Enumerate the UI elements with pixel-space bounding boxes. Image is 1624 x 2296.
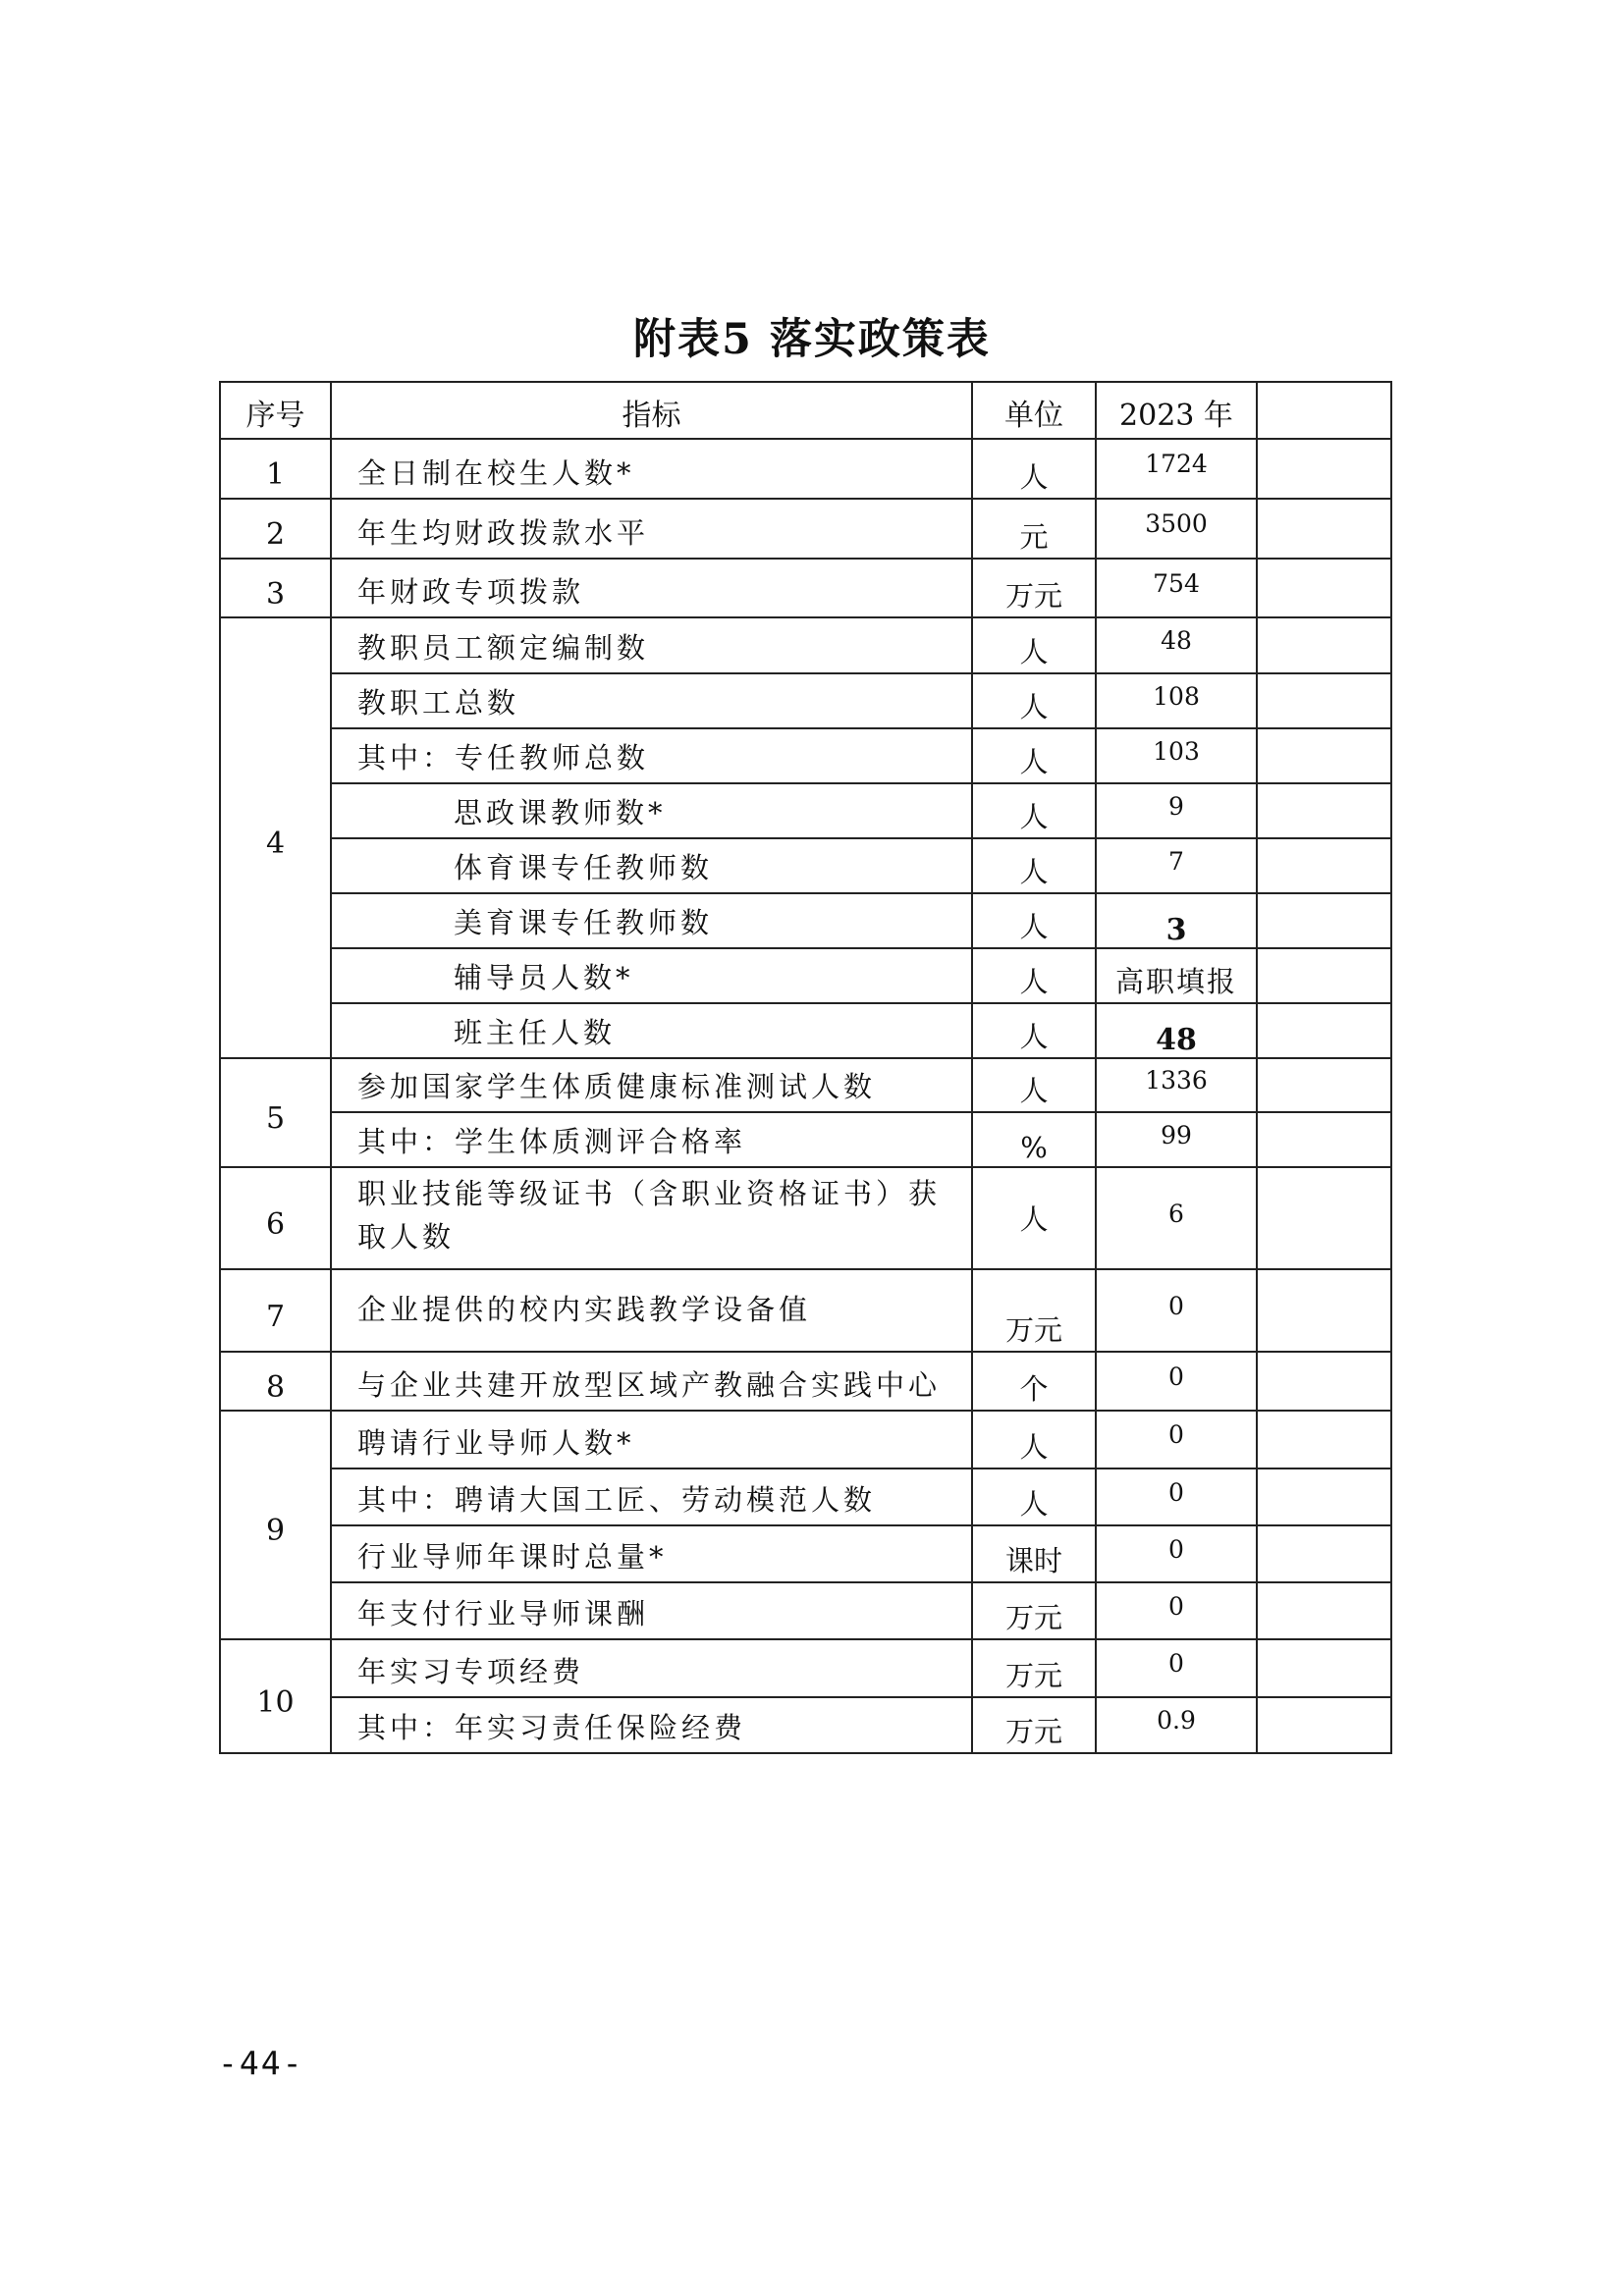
row-unit: 人	[972, 783, 1096, 838]
header-indicator: 指标	[331, 382, 972, 439]
row-value: 103	[1096, 728, 1257, 783]
row-indicator: 班主任人数	[331, 1003, 972, 1058]
row-indicator: 年支付行业导师课酬	[331, 1582, 972, 1639]
row-value: 754	[1096, 559, 1257, 617]
row-seq: 9	[220, 1411, 331, 1639]
table-row	[220, 783, 1391, 838]
row-extra	[1257, 948, 1391, 1003]
table-row	[220, 559, 1391, 617]
row-unit: 人	[972, 948, 1096, 1003]
table-row	[220, 728, 1391, 783]
row-value: 108	[1096, 673, 1257, 728]
table-row	[220, 838, 1391, 893]
row-extra	[1257, 1003, 1391, 1058]
row-unit: 人	[972, 673, 1096, 728]
row-indicator: 辅导员人数*	[331, 948, 972, 1003]
row-unit: 人	[972, 1058, 1096, 1112]
header-seq: 序号	[220, 382, 331, 439]
table-row	[220, 673, 1391, 728]
row-extra	[1257, 728, 1391, 783]
row-unit: 人	[972, 1003, 1096, 1058]
row-seq: 7	[220, 1269, 331, 1352]
table-row	[220, 1525, 1391, 1582]
row-indicator: 年实习专项经费	[331, 1639, 972, 1697]
row-unit: 人	[972, 1468, 1096, 1525]
row-indicator: 年生均财政拨款水平	[331, 499, 972, 559]
row-value: 0	[1096, 1411, 1257, 1468]
row-unit: 人	[972, 617, 1096, 673]
table-row	[220, 1003, 1391, 1058]
row-indicator: 教职工总数	[331, 673, 972, 728]
row-value: 0.9	[1096, 1697, 1257, 1753]
row-extra	[1257, 1058, 1391, 1112]
row-value: 0	[1096, 1269, 1257, 1352]
row-indicator: 聘请行业导师人数*	[331, 1411, 972, 1468]
table-row	[220, 617, 1391, 673]
row-indicator: 全日制在校生人数*	[331, 439, 972, 499]
row-value: 0	[1096, 1468, 1257, 1525]
row-value: 3500	[1096, 499, 1257, 559]
row-value: 1724	[1096, 439, 1257, 499]
row-value: 7	[1096, 838, 1257, 893]
row-unit: 人	[972, 893, 1096, 948]
row-extra	[1257, 499, 1391, 559]
row-extra	[1257, 838, 1391, 893]
row-indicator: 企业提供的校内实践教学设备值	[331, 1269, 972, 1352]
row-indicator: 与企业共建开放型区域产教融合实践中心	[331, 1352, 972, 1411]
row-value: 0	[1096, 1639, 1257, 1697]
table-row	[220, 1112, 1391, 1167]
row-extra	[1257, 673, 1391, 728]
row-unit: 万元	[972, 559, 1096, 617]
row-value: 0	[1096, 1352, 1257, 1411]
row-unit: 人	[972, 838, 1096, 893]
table-row	[220, 439, 1391, 499]
row-unit: 人	[972, 439, 1096, 499]
row-indicator: 其中：专任教师总数	[331, 728, 972, 783]
page-number: -44-	[218, 2044, 304, 2082]
table-row	[220, 1639, 1391, 1697]
table-row	[220, 1697, 1391, 1753]
policy-table	[219, 381, 1392, 1754]
row-seq: 6	[220, 1167, 331, 1269]
row-value: 9	[1096, 783, 1257, 838]
table-row	[220, 1468, 1391, 1525]
row-indicator: 行业导师年课时总量*	[331, 1525, 972, 1582]
page-title: 附表5 落实政策表	[633, 315, 991, 364]
header-year: 2023 年	[1096, 382, 1257, 439]
row-seq: 1	[220, 439, 331, 499]
row-extra	[1257, 439, 1391, 499]
table-row	[220, 1411, 1391, 1468]
table-row	[220, 1167, 1391, 1269]
row-unit: 个	[972, 1352, 1096, 1411]
row-seq: 3	[220, 559, 331, 617]
row-extra	[1257, 1411, 1391, 1468]
table-row	[220, 1582, 1391, 1639]
table-header-row	[220, 382, 1391, 439]
row-unit: 人	[972, 1411, 1096, 1468]
row-indicator: 其中：学生体质测评合格率	[331, 1112, 972, 1167]
row-value: 99	[1096, 1112, 1257, 1167]
row-unit: %	[972, 1112, 1096, 1167]
row-extra	[1257, 617, 1391, 673]
row-extra	[1257, 1269, 1391, 1352]
row-extra	[1257, 1352, 1391, 1411]
row-extra	[1257, 1639, 1391, 1697]
row-value: 48	[1096, 617, 1257, 673]
table-row	[220, 893, 1391, 948]
row-unit: 万元	[972, 1697, 1096, 1753]
row-unit: 人	[972, 728, 1096, 783]
table-row	[220, 948, 1391, 1003]
row-extra	[1257, 1525, 1391, 1582]
row-indicator: 年财政专项拨款	[331, 559, 972, 617]
table-row	[220, 1269, 1391, 1352]
row-seq: 5	[220, 1058, 331, 1167]
row-unit: 万元	[972, 1269, 1096, 1352]
row-indicator: 参加国家学生体质健康标准测试人数	[331, 1058, 972, 1112]
row-extra	[1257, 559, 1391, 617]
row-seq: 2	[220, 499, 331, 559]
header-extra	[1257, 382, 1391, 439]
row-extra	[1257, 1582, 1391, 1639]
row-unit: 元	[972, 499, 1096, 559]
row-indicator: 体育课专任教师数	[331, 838, 972, 893]
row-indicator: 教职员工额定编制数	[331, 617, 972, 673]
row-seq: 8	[220, 1352, 331, 1411]
row-value: 3	[1096, 893, 1257, 948]
row-seq: 10	[220, 1639, 331, 1753]
row-unit: 万元	[972, 1639, 1096, 1697]
header-unit: 单位	[972, 382, 1096, 439]
row-extra	[1257, 1112, 1391, 1167]
row-value: 6	[1096, 1167, 1257, 1269]
row-seq: 4	[220, 617, 331, 1058]
row-indicator: 美育课专任教师数	[331, 893, 972, 948]
row-indicator: 其中：聘请大国工匠、劳动模范人数	[331, 1468, 972, 1525]
row-value: 0	[1096, 1525, 1257, 1582]
table-row	[220, 1058, 1391, 1112]
row-extra	[1257, 1468, 1391, 1525]
row-extra	[1257, 1697, 1391, 1753]
row-unit: 课时	[972, 1525, 1096, 1582]
table-row	[220, 499, 1391, 559]
row-value: 高职填报	[1096, 948, 1257, 1003]
row-extra	[1257, 893, 1391, 948]
row-value: 0	[1096, 1582, 1257, 1639]
row-extra	[1257, 783, 1391, 838]
row-indicator: 其中：年实习责任保险经费	[331, 1697, 972, 1753]
row-unit: 人	[972, 1167, 1096, 1269]
row-extra	[1257, 1167, 1391, 1269]
row-indicator: 职业技能等级证书（含职业资格证书）获取人数	[331, 1167, 972, 1269]
row-unit: 万元	[972, 1582, 1096, 1639]
row-value: 48	[1096, 1003, 1257, 1058]
table-row	[220, 1352, 1391, 1411]
row-indicator: 思政课教师数*	[331, 783, 972, 838]
row-value: 1336	[1096, 1058, 1257, 1112]
